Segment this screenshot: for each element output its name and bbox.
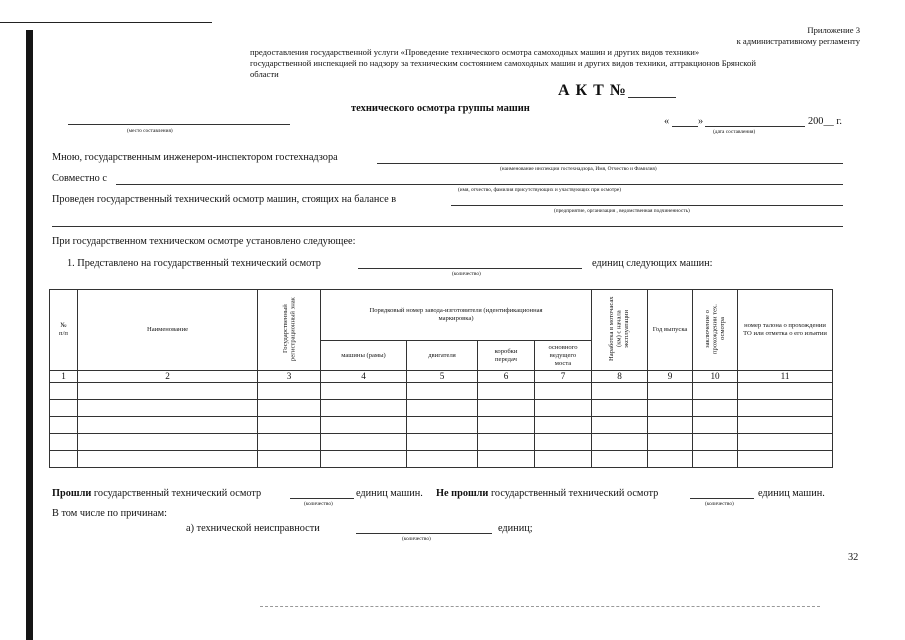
item1-suffix: единиц следующих машин: [592, 258, 713, 269]
table-row [50, 451, 833, 468]
col-number: 4 [321, 371, 407, 383]
item1-caption: (количество) [452, 271, 481, 277]
date-month-line [705, 126, 805, 127]
date-year: 200__ г. [808, 116, 842, 127]
col-header-year: Год выпуска [648, 290, 693, 371]
date-open-quote: « [664, 116, 670, 127]
table-row [50, 400, 833, 417]
machines-table [49, 289, 833, 468]
col-header-gearbox: коробки передач [478, 341, 535, 371]
item1-line [358, 268, 582, 269]
failed-line [690, 498, 754, 499]
col-header-serial: Порядковый номер завода-изготовителя (идентификационная маркировка) [321, 290, 592, 341]
appendix-line-1: Приложение 3 [807, 25, 860, 35]
col-number: 3 [258, 371, 321, 383]
col-number: 6 [478, 371, 535, 383]
col-number: 11 [738, 371, 833, 383]
table-row [50, 383, 833, 400]
reason-a: а) технической неисправности [186, 523, 320, 534]
appendix-line-5: области [250, 69, 279, 79]
reason-a-caption: (количество) [402, 536, 431, 542]
col-header-engine: двигателя [407, 341, 478, 371]
failed-statement [436, 488, 658, 499]
failed-suffix: единиц машин. [758, 488, 825, 499]
act-subtitle: технического осмотра группы машин [351, 103, 530, 114]
failed-caption: (количество) [705, 501, 734, 507]
passed-suffix: единиц машин. [356, 488, 423, 499]
col-header-name: Наименование [78, 290, 258, 371]
jointly-line [116, 184, 843, 185]
appendix-line-2: к административному регламенту [736, 36, 860, 46]
col-number: 8 [592, 371, 648, 383]
table-row [50, 434, 833, 451]
col-header-reg [258, 290, 321, 371]
date-caption: (дата составления) [713, 129, 756, 135]
inspector-caption: (наименование инспекции гостехнадзора, Имя, Отчество и Фамилия) [500, 166, 657, 172]
place-caption: (место составления) [127, 128, 173, 134]
col-header-hours-text: Наработка в моточасах (км) с начала эксплуатации [608, 296, 631, 361]
col-number: 10 [693, 371, 738, 383]
jointly-caption: (имя, отчество, фамилия присутствующих и участвующих при осмотре) [458, 187, 621, 193]
balance-caption: (предприятие, организация , ведомственная подчиненность) [554, 208, 690, 214]
date-day-line [672, 126, 698, 127]
col-number: 1 [50, 371, 78, 383]
col-header-axle: основного ведущего моста [535, 341, 592, 371]
act-title: А К Т № [558, 82, 627, 99]
inspector-line [377, 163, 843, 164]
col-number: 7 [535, 371, 592, 383]
col-number: 5 [407, 371, 478, 383]
appendix-line-4: государственной инспекцией по надзору за техническим состоянием самоходных машин и других видов техники, аттракционов Брянской [250, 58, 756, 68]
col-header-ticket: номер талона о прохождении ТО или отметка о его изъятии [738, 290, 833, 371]
findings-intro: При государственном техническом осмотре установлено следующее: [52, 236, 356, 247]
col-header-machine: машины (рамы) [321, 341, 407, 371]
passed-bold: Прошли [52, 488, 92, 499]
page-number: 32 [848, 552, 859, 563]
failed-bold: Не прошли [436, 488, 489, 499]
inspector-label: Мною, государственным инженером-инспектором гостехнадзора [52, 152, 338, 163]
reason-a-suffix: единиц; [498, 523, 533, 534]
appendix-line-3: предоставления государственной услуги «Проведение технического осмотра самоходных машин и других видов техники» [250, 47, 700, 57]
item1-label: 1. Представлено на государственный технический осмотр [67, 258, 321, 269]
jointly-label: Совместно с [52, 173, 107, 184]
balance-extra-line [52, 226, 843, 227]
place-line [68, 124, 290, 125]
act-number-line [628, 97, 676, 98]
reason-a-line [356, 533, 492, 534]
balance-line [451, 205, 843, 206]
passed-line [290, 498, 354, 499]
col-number: 2 [78, 371, 258, 383]
balance-label: Проведен государственный технический осмотр машин, стоящих на балансе в [52, 194, 397, 205]
col-number: 9 [648, 371, 693, 383]
col-header-hours [592, 290, 648, 371]
table-row [50, 417, 833, 434]
col-header-conclusion-text: заключение о прохождении тех. осмотра [703, 303, 726, 354]
passed-text: государственный технический осмотр [91, 488, 262, 499]
col-header-conclusion [693, 290, 738, 371]
failed-text: государственный технический осмотр [488, 488, 659, 499]
passed-statement [52, 488, 261, 499]
reasons-intro: В том числе по причинам: [52, 508, 167, 519]
passed-caption: (количество) [304, 501, 333, 507]
col-header-reg-text: Государственный регистрационный знак [281, 296, 296, 361]
col-header-no: № п/п [50, 290, 78, 371]
date-close-quote: » [698, 116, 704, 127]
